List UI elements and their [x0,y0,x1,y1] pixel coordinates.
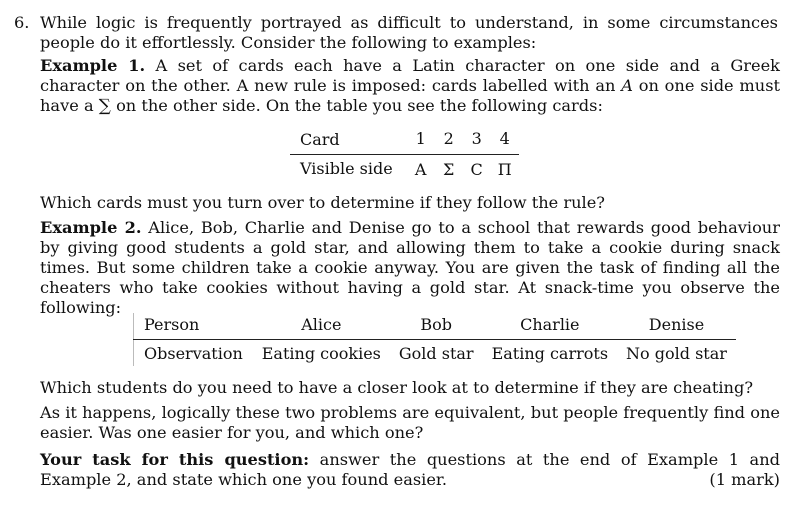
person-name: Alice [253,313,390,340]
example-1-symbol: ∑ [98,96,111,116]
example-1-heading: Example 1. [40,56,146,75]
card-number: 4 [491,128,519,155]
cards-table-value-row [290,155,519,182]
question-number: 6. [14,13,30,32]
observation-table-value-row [134,340,736,367]
card-visible-side: C [470,160,483,179]
example-1-text-a: A set of cards each have a Latin character on one side and a Greek character on the other. A new rule is imposed: cards labelled with an [40,56,780,95]
example-2-question: Which students do you need to have a closer look at to determine if they are cheating? [40,378,754,397]
cards-row-label: Visible side [300,159,393,178]
example-2-paragraph [40,218,780,318]
observation-row-label: Observation [134,340,253,367]
task-text: answer the questions at the end of Example 1 and Example 2, and state which one you found easier. [40,450,780,489]
card-number: 3 [463,128,491,155]
person-name: Bob [390,313,483,340]
observation-table-header-row [134,313,736,340]
example-1-question: Which cards must you turn over to determine if they follow the rule? [40,193,605,212]
person-name: Charlie [483,313,617,340]
card-number: 1 [407,128,435,155]
card-visible-side: Σ [443,160,455,179]
equivalence-paragraph: As it happens, logically these two problems are equivalent, but people frequently find one easier. Was one easier for you, and which one? [40,403,780,442]
observation-value: No gold star [626,344,727,363]
card-visible-side: A [414,160,427,179]
task-paragraph [40,450,780,490]
observation-value: Eating carrots [491,344,609,363]
example-1-paragraph [40,56,780,116]
marks-label: (1 mark) [709,470,780,489]
observation-value: Gold star [398,344,474,363]
person-header-label: Person [134,313,253,340]
cards-table [290,128,519,181]
person-name: Denise [617,313,736,340]
task-heading: Your task for this question: [40,450,310,469]
cards-header-label: Card [290,128,407,155]
question-intro: While logic is frequently portrayed as difficult to understand, in some circumstances people do it effortlessly. Consider the following to examples: [40,13,778,52]
card-visible-side: Π [497,160,512,179]
example-2-text: Alice, Bob, Charlie and Denise go to a school that rewards good behaviour by giving good students a gold star, and allowing them to take a cookie during snack times. But some children take a cookie anyway. You are given the task of finding all the cheaters who take cookies without having a gold star. At snack-time you observe the following: [40,218,780,317]
card-number: 2 [435,128,463,155]
observation-table [133,313,736,366]
example-1-text-c: on the other side. On the table you see the following cards: [116,96,603,115]
cards-table-header-row [290,128,519,155]
observation-value: Eating cookies [261,344,381,363]
example-1-text-b: on one side must have a [40,76,781,115]
example-2-heading: Example 2. [40,218,142,237]
example-1-letter: A [621,76,633,95]
